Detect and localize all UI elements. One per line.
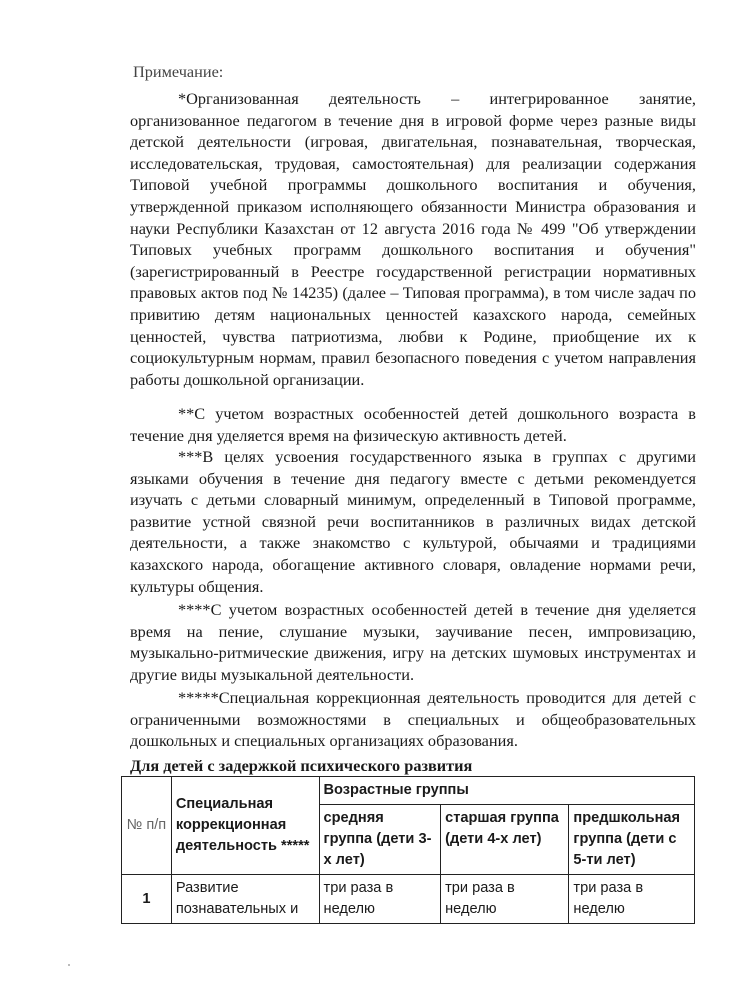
note-paragraph-3: ***В целях усвоения государственного языка в группах с другими языками обучения в течение дня педагогу вместе с детьми рекомендуется изучать с детьми словарный минимум, определенный в Типовой программе, развитие устной связной речи воспитанников в различных видах детской деятельности, а также знакомство с культурой, обычаями и традициями казахского народа, обогащение активного словаря, овладение нормами речи, культуры общения. <box>130 447 696 596</box>
note-paragraph-4: ****С учетом возрастных особенностей детей в течение дня уделяется время на пение, слушание музыки, заучивание песен, импровизацию, музыкально-ритмические движения, игру на детских шумовых инструментах и другие виды музыкальной деятельности. <box>130 600 696 684</box>
header-group-middle: средняя группа (дети 3-х лет) <box>319 805 441 875</box>
header-group-preschool: предшкольная группа (дети с 5-ти лет) <box>569 805 695 875</box>
note-paragraph-2: **С учетом возрастных особенностей детей дошкольного возраста в течение дня уделяется время на физическую активность детей. <box>130 404 696 445</box>
row-value-preschool: три раза в неделю <box>569 875 695 924</box>
note-heading: Примечание: <box>133 62 224 81</box>
section-title: Для детей с задержкой психического развития <box>130 756 473 775</box>
correction-activity-table <box>121 776 695 924</box>
row-num: 1 <box>122 875 172 924</box>
row-activity: Развитие познавательных и <box>171 875 319 924</box>
header-num: № п/п <box>122 777 172 875</box>
scan-speck <box>68 964 70 966</box>
header-age-groups: Возрастные группы <box>319 777 694 805</box>
note-paragraph-1: *Организованная деятельность – интегрированное занятие, организованное педагогом в течение дня в игровой форме через разные виды детской деятельности (игровая, двигательная, познавательная, творческая, исследовательская, трудовая, самостоятельная) для реализации содержания Типовой учебной программы дошкольного воспитания и обучения, утвержденной приказом исполняющего обязанности Министра образования и науки Республики Казахстан от 12 августа 2016 года № 499 "Об утверждении Типовых учебных программ дошкольного воспитания и обучения" (зарегистрированный в Реестре государственной регистрации нормативных правовых актов под № 14235) (далее – Типовая программа), в том числе задач по привитию детям национальных ценностей казахского народа, семейных ценностей, чувства патриотизма, любви к Родине, приобщение их к социокультурным нормам, правил безопасного поведения с учетом направления работы дошкольной организации. <box>130 89 696 389</box>
row-value-senior: три раза в неделю <box>441 875 569 924</box>
header-activity: Специальная коррекционная деятельность ***** <box>171 777 319 875</box>
row-value-middle: три раза в неделю <box>319 875 441 924</box>
note-paragraph-5: *****Специальная коррекционная деятельность проводится для детей с ограниченными возможностями в специальных и общеобразовательных дошкольных и специальных организациях образования. <box>130 688 696 751</box>
table-header-row <box>122 777 695 805</box>
header-group-senior: старшая группа (дети 4-х лет) <box>441 805 569 875</box>
table-row <box>122 875 695 924</box>
